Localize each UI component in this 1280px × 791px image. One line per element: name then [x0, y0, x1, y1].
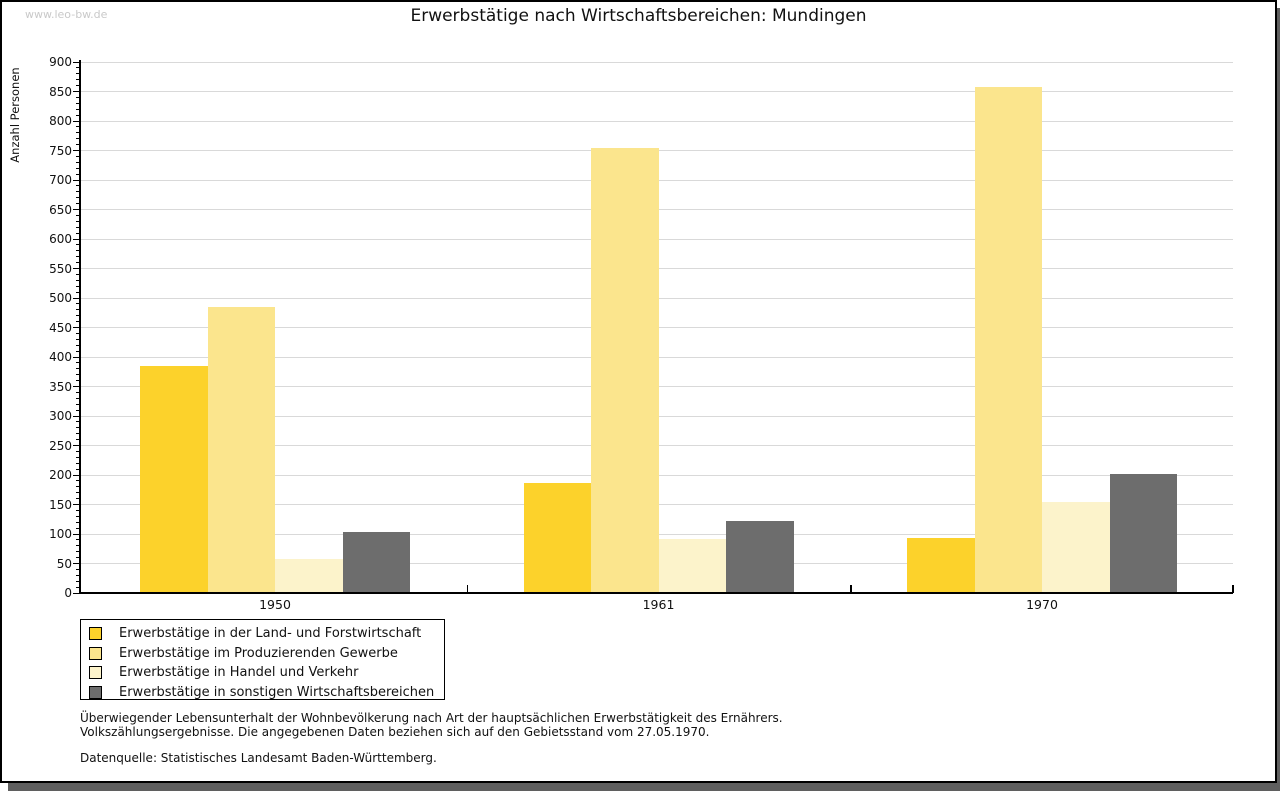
- y-tick-label: 0: [64, 586, 72, 600]
- y-tick-label: 400: [49, 350, 72, 364]
- legend-item: [89, 644, 444, 664]
- y-tick-label: 600: [49, 232, 72, 246]
- y-tick-label: 150: [49, 497, 72, 512]
- x-axis-line: [79, 592, 1233, 594]
- legend-label: Erwerbstätige in der Land- und Forstwirtschaft: [119, 626, 422, 642]
- chart-bar-1970-s3: [1042, 502, 1110, 593]
- footer-source: Datenquelle: Statistisches Landesamt Baden-Württemberg.: [80, 751, 437, 765]
- y-tick-label: 100: [49, 527, 72, 541]
- y-tick-label: 700: [49, 173, 72, 187]
- chart-bar-1970-s4: [1110, 474, 1178, 593]
- footer-note-line2: Volkszählungsergebnisse. Die angegebenen Daten beziehen sich auf den Gebietsstand vom 27.05.1970.: [80, 725, 710, 739]
- legend-label: Erwerbstätige im Produzierenden Gewerbe: [119, 645, 398, 661]
- y-tick-label: 750: [49, 143, 72, 158]
- legend-swatch-icon: [89, 666, 102, 679]
- legend: [80, 619, 445, 700]
- chart-bar-1950-s4: [343, 532, 411, 593]
- y-tick-label: 650: [49, 202, 72, 217]
- chart-bar-1970-s1: [907, 538, 975, 593]
- watermark: www.leo-bw.de: [25, 8, 108, 21]
- y-tick-label: 800: [49, 114, 72, 128]
- legend-label: Erwerbstätige in Handel und Verkehr: [119, 665, 359, 681]
- chart-bar-1961-s2: [591, 148, 659, 593]
- chart-bar-1950-s1: [140, 366, 208, 593]
- y-tick-label: 850: [49, 84, 72, 99]
- legend-item: [89, 624, 444, 644]
- y-tick-label: 900: [49, 55, 72, 69]
- chart-bar-1961-s4: [726, 521, 794, 593]
- y-tick-label: 300: [49, 409, 72, 423]
- legend-swatch-icon: [89, 647, 102, 660]
- x-category-label: 1950: [259, 597, 291, 612]
- chart-bar-1950-s3: [275, 559, 343, 593]
- chart-bar-1961-s3: [659, 539, 727, 593]
- y-tick-label: 50: [56, 556, 72, 571]
- chart-title: Erwerbstätige nach Wirtschaftsbereichen: Mundingen: [410, 6, 867, 26]
- y-axis-line: [79, 60, 81, 594]
- x-category-label: 1970: [1026, 597, 1058, 612]
- y-tick-label: 350: [49, 379, 72, 394]
- legend-swatch-icon: [89, 627, 102, 640]
- y-axis-title: Anzahl Personen: [8, 67, 22, 163]
- y-tick-label: 500: [49, 291, 72, 305]
- x-category-label: 1961: [642, 597, 675, 612]
- y-gridline: [80, 62, 1233, 63]
- y-tick-label: 250: [49, 438, 72, 453]
- y-tick-label: 550: [49, 261, 72, 276]
- y-gridline: [80, 121, 1233, 122]
- chart-bar-1961-s1: [524, 483, 592, 593]
- legend-label: Erwerbstätige in sonstigen Wirtschaftsbereichen: [119, 684, 435, 700]
- legend-swatch-icon: [89, 686, 102, 699]
- footer-note-line1: Überwiegender Lebensunterhalt der Wohnbevölkerung nach Art der hauptsächlichen Erwerbstätigkeit des Ernährers.: [80, 711, 783, 725]
- chart-bar-1970-s2: [975, 87, 1043, 593]
- y-tick-label: 450: [49, 320, 72, 335]
- legend-item: [89, 683, 444, 703]
- chart-bar-1950-s2: [208, 307, 276, 593]
- legend-item: [89, 663, 444, 683]
- frame-shadow-bottom: [8, 783, 1280, 791]
- y-tick-label: 200: [49, 468, 72, 482]
- y-gridline: [80, 91, 1233, 92]
